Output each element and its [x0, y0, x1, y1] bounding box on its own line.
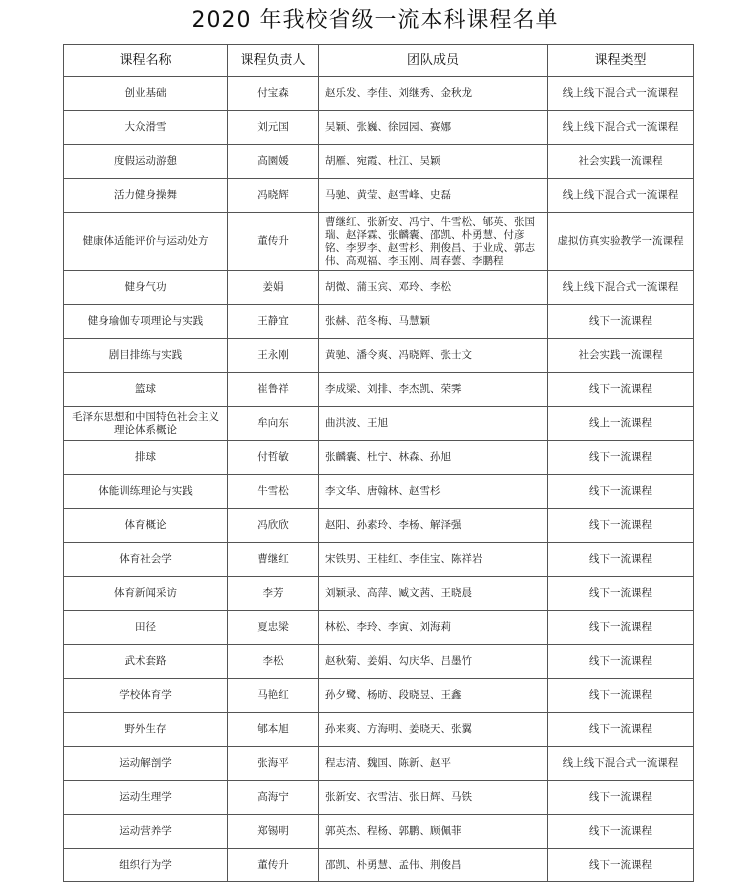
course-name-cell: 健身气功	[64, 271, 228, 305]
course-name-cell: 剧目排练与实践	[64, 339, 228, 373]
table-row	[64, 441, 694, 475]
course-type-cell: 线上线下混合式一流课程	[548, 77, 694, 111]
course-name-cell: 排球	[64, 441, 228, 475]
team-members-cell: 宋铁男、王桂红、李佳宝、陈祥岩	[319, 543, 548, 577]
table-row	[64, 781, 694, 815]
course-type-cell: 线下一流课程	[548, 611, 694, 645]
page-title: 2020 年我校省级一流本科课程名单	[191, 8, 559, 33]
course-type-cell: 线下一流课程	[548, 577, 694, 611]
course-lead-cell: 付宝森	[228, 77, 319, 111]
course-type-cell: 线下一流课程	[548, 679, 694, 713]
course-type-cell: 线上一流课程	[548, 407, 694, 441]
course-lead-cell: 刘元国	[228, 111, 319, 145]
team-members-cell: 胡微、蒲玉宾、邓玲、李松	[319, 271, 548, 305]
team-members-cell: 孙来爽、方海明、姜晓天、张翼	[319, 713, 548, 747]
course-name-cell: 创业基础	[64, 77, 228, 111]
team-members-cell: 孙夕鹭、杨昉、段晓昱、王鑫	[319, 679, 548, 713]
course-lead-cell: 牛雪松	[228, 475, 319, 509]
team-members-cell: 赵乐发、李佳、刘继秀、金秋龙	[319, 77, 548, 111]
course-name-cell: 运动生理学	[64, 781, 228, 815]
course-lead-cell: 马艳红	[228, 679, 319, 713]
course-lead-cell: 牟向东	[228, 407, 319, 441]
course-type-cell: 线下一流课程	[548, 509, 694, 543]
course-lead-cell: 董传升	[228, 213, 319, 271]
table-row	[64, 179, 694, 213]
course-name-cell: 大众滑雪	[64, 111, 228, 145]
table-row	[64, 679, 694, 713]
header-team-members: 团队成员	[319, 45, 548, 77]
course-type-cell: 线上线下混合式一流课程	[548, 747, 694, 781]
team-members-cell: 黄驰、潘令爽、冯晓辉、张士文	[319, 339, 548, 373]
team-members-cell: 曹继红、张新安、冯宁、牛雪松、郇英、张国瑞、赵泽霖、张麟囊、邵凯、朴勇慧、付彦铭、李罗李、赵雪杉、荆俊昌、于业成、郭志伟、高观福、李玉刚、周春蕓、李鹏程	[319, 213, 548, 271]
course-lead-cell: 付哲敏	[228, 441, 319, 475]
course-lead-cell: 崔鲁祥	[228, 373, 319, 407]
course-name-cell: 武术套路	[64, 645, 228, 679]
table-row	[64, 747, 694, 781]
course-type-cell: 线下一流课程	[548, 305, 694, 339]
team-members-cell: 张麟囊、杜宁、林森、孙旭	[319, 441, 548, 475]
table-row	[64, 509, 694, 543]
course-name-cell: 毛泽东思想和中国特色社会主义理论体系概论	[64, 407, 228, 441]
team-members-cell: 张新安、衣雪洁、张日辉、马铁	[319, 781, 548, 815]
table-row	[64, 645, 694, 679]
course-lead-cell: 夏忠梁	[228, 611, 319, 645]
table-row	[64, 111, 694, 145]
team-members-cell: 马驰、黄莹、赵雪峰、史磊	[319, 179, 548, 213]
course-type-cell: 虚拟仿真实验教学一流课程	[548, 213, 694, 271]
course-lead-cell: 董传升	[228, 849, 319, 882]
table-row	[64, 213, 694, 271]
course-name-cell: 篮球	[64, 373, 228, 407]
team-members-cell: 刘颖录、高萍、臧文茜、王晓晨	[319, 577, 548, 611]
table-row	[64, 849, 694, 882]
header-course-type: 课程类型	[548, 45, 694, 77]
course-lead-cell: 王永刚	[228, 339, 319, 373]
team-members-cell: 张赫、范冬梅、马慧颖	[319, 305, 548, 339]
course-type-cell: 线上线下混合式一流课程	[548, 111, 694, 145]
header-course-name: 课程名称	[64, 45, 228, 77]
table-row	[64, 713, 694, 747]
course-type-cell: 社会实践一流课程	[548, 145, 694, 179]
table-header-row	[64, 45, 694, 77]
course-name-cell: 活力健身操舞	[64, 179, 228, 213]
course-type-cell: 线下一流课程	[548, 441, 694, 475]
table-row	[64, 407, 694, 441]
course-name-cell: 野外生存	[64, 713, 228, 747]
course-type-cell: 线下一流课程	[548, 713, 694, 747]
table-row	[64, 339, 694, 373]
table-row	[64, 77, 694, 111]
team-members-cell: 邵凯、朴勇慧、孟伟、荆俊昌	[319, 849, 548, 882]
team-members-cell: 胡雁、宛霞、杜江、吴颖	[319, 145, 548, 179]
course-name-cell: 运动营养学	[64, 815, 228, 849]
course-name-cell: 体能训练理论与实践	[64, 475, 228, 509]
course-name-cell: 田径	[64, 611, 228, 645]
table-row	[64, 475, 694, 509]
course-lead-cell: 姜娟	[228, 271, 319, 305]
course-type-cell: 线下一流课程	[548, 645, 694, 679]
course-lead-cell: 张海平	[228, 747, 319, 781]
header-course-lead: 课程负责人	[228, 45, 319, 77]
course-lead-cell: 李松	[228, 645, 319, 679]
course-type-cell: 线下一流课程	[548, 849, 694, 882]
course-name-cell: 体育新闻采访	[64, 577, 228, 611]
course-name-cell: 体育概论	[64, 509, 228, 543]
team-members-cell: 林松、李玲、李寅、刘海莉	[319, 611, 548, 645]
table-row	[64, 815, 694, 849]
team-members-cell: 赵阳、孙素玲、李杨、解泽强	[319, 509, 548, 543]
course-name-cell: 组织行为学	[64, 849, 228, 882]
course-name-cell: 健身瑜伽专项理论与实践	[64, 305, 228, 339]
course-type-cell: 线下一流课程	[548, 543, 694, 577]
table-row	[64, 271, 694, 305]
course-type-cell: 线下一流课程	[548, 815, 694, 849]
course-type-cell: 线下一流课程	[548, 475, 694, 509]
course-lead-cell: 郇本旭	[228, 713, 319, 747]
course-type-cell: 社会实践一流课程	[548, 339, 694, 373]
course-name-cell: 运动解剖学	[64, 747, 228, 781]
course-table	[63, 44, 694, 882]
team-members-cell: 李成梁、刘排、李杰凯、荣霁	[319, 373, 548, 407]
course-lead-cell: 高海宁	[228, 781, 319, 815]
course-type-cell: 线下一流课程	[548, 373, 694, 407]
course-lead-cell: 王静宜	[228, 305, 319, 339]
course-lead-cell: 郑锡明	[228, 815, 319, 849]
course-name-cell: 度假运动游憩	[64, 145, 228, 179]
team-members-cell: 赵秋菊、姜娟、勾庆华、吕墨竹	[319, 645, 548, 679]
table-row	[64, 611, 694, 645]
course-type-cell: 线上线下混合式一流课程	[548, 271, 694, 305]
team-members-cell: 郭英杰、程杨、郭鹏、顾佩菲	[319, 815, 548, 849]
course-lead-cell: 冯欣欣	[228, 509, 319, 543]
table-row	[64, 577, 694, 611]
team-members-cell: 吴颖、张巍、徐园园、赛娜	[319, 111, 548, 145]
team-members-cell: 李文华、唐翰林、赵雪杉	[319, 475, 548, 509]
table-row	[64, 305, 694, 339]
course-name-cell: 体育社会学	[64, 543, 228, 577]
course-name-cell: 健康体适能评价与运动处方	[64, 213, 228, 271]
table-row	[64, 145, 694, 179]
table-row	[64, 543, 694, 577]
course-type-cell: 线下一流课程	[548, 781, 694, 815]
course-lead-cell: 曹继红	[228, 543, 319, 577]
team-members-cell: 曲洪波、王旭	[319, 407, 548, 441]
course-type-cell: 线上线下混合式一流课程	[548, 179, 694, 213]
table-row	[64, 373, 694, 407]
course-lead-cell: 冯晓辉	[228, 179, 319, 213]
course-lead-cell: 高園媛	[228, 145, 319, 179]
team-members-cell: 程志清、魏国、陈新、赵平	[319, 747, 548, 781]
course-name-cell: 学校体育学	[64, 679, 228, 713]
course-lead-cell: 李芳	[228, 577, 319, 611]
